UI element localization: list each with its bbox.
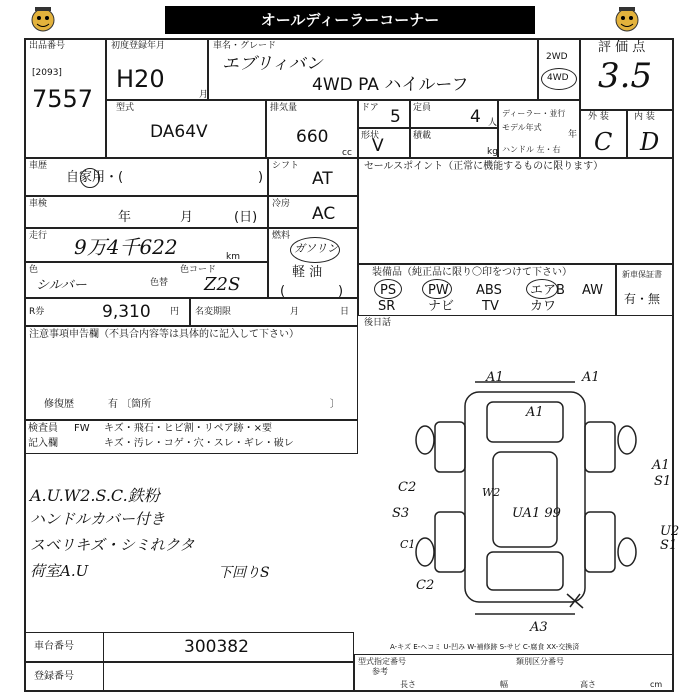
usage-label: 車歴	[29, 161, 48, 171]
damage-symbols: A-キズ E-ヘコミ U-凹み W-補修跡 S-サビ C-腐食 XX-交換済	[390, 643, 580, 651]
lot-sub: [2093]	[32, 68, 62, 78]
exterior-value: C	[594, 128, 613, 156]
car-name-label: 車名・グレード	[213, 41, 277, 51]
note-line-4: 荷室A.U	[30, 562, 89, 580]
aircon-value: AC	[312, 204, 336, 224]
notes-label: 注意事項申告欄（不具合内容等は具体的に記入して下さい）	[29, 329, 299, 340]
fuel-label: 燃料	[272, 231, 291, 241]
equip-ps: PS	[380, 283, 397, 298]
mark-a1-hood: A1	[526, 405, 544, 420]
legend-label2: 記入欄	[28, 438, 58, 449]
mark-a1-right: A1	[582, 370, 600, 385]
mark-c2-left: C2	[398, 480, 417, 495]
lot-number: 7557	[32, 85, 94, 113]
chassis-value: 300382	[184, 637, 249, 657]
doors-label: ドア	[361, 103, 379, 113]
lot-label: 出品番号	[29, 41, 66, 51]
auction-header: オールディーラーコーナー	[165, 6, 535, 34]
usage-close: )	[258, 170, 264, 185]
dealer-model-year-unit: 年	[568, 130, 578, 140]
car-grade: 4WD PA ハイルーフ	[312, 75, 469, 95]
mark-u2: U2	[660, 524, 680, 539]
equip-tv: TV	[482, 299, 499, 314]
wid-label: 幅	[500, 680, 508, 689]
recycle-unit: 円	[170, 307, 180, 317]
mascot-logo-left	[26, 4, 60, 34]
rear-window-outline	[487, 552, 563, 590]
equip-aw: AW	[582, 283, 604, 298]
mark-s1: S1	[654, 474, 672, 489]
note-line-3: スベリキズ・シミれクタ	[30, 536, 195, 554]
type-ref: 参考	[372, 667, 388, 676]
aircon-label: 冷房	[272, 199, 291, 209]
shift-value: AT	[312, 169, 333, 189]
model-value: DA64V	[150, 122, 208, 142]
capacity-unit: 人	[488, 118, 498, 128]
repair-value: 有 〔箇所	[108, 399, 152, 410]
mark-a3: A3	[530, 620, 548, 635]
wheel-right-front	[618, 426, 636, 454]
displacement-value: 660	[296, 127, 329, 147]
recycle-label: R券	[29, 307, 45, 317]
hei-label: 高さ	[580, 680, 596, 689]
equip-ps-circle	[374, 279, 402, 299]
mascot-logo-right	[610, 4, 644, 34]
equip-sr: SR	[378, 299, 396, 314]
usage-cell	[24, 158, 268, 196]
exterior-label: 外 装	[588, 112, 609, 122]
legend-label1: 検査員	[28, 423, 58, 434]
warranty-value: 有・無	[624, 292, 661, 306]
first-reg-month-unit: 月	[199, 90, 209, 100]
wheel-left-rear	[416, 538, 434, 566]
right-rear-door	[585, 512, 615, 572]
equip-navi: ナビ	[428, 299, 455, 314]
mileage-value: 9万4千622	[74, 235, 178, 259]
len-label: 長さ	[400, 680, 416, 689]
type-label: 型式指定番号	[358, 657, 406, 666]
recycle-value: 9,310	[102, 302, 151, 322]
chassis-label: 車台番号	[34, 641, 74, 652]
mark-c2-bottom: C2	[416, 578, 435, 593]
interior-label: 内 装	[634, 112, 655, 122]
mark-w2: W2	[482, 486, 501, 499]
fuel-paren-close: )	[338, 284, 344, 299]
equip-airbag: エアB	[530, 283, 565, 298]
roof-outline	[493, 452, 557, 547]
mark-ua1: UA1 99	[512, 506, 561, 521]
left-front-door	[435, 422, 465, 472]
note-line-1: A.U.W2.S.C.鉄粉	[30, 486, 160, 505]
dealer-label: ディーラー・並行	[502, 109, 566, 118]
score-value: 3.5	[598, 56, 653, 96]
cross-mark	[567, 594, 583, 608]
name-change-label: 名変期限	[195, 307, 232, 317]
inspection-cell	[24, 196, 268, 228]
mileage-label: 走行	[29, 231, 48, 241]
shape-label: 形状	[361, 131, 380, 141]
mileage-unit: km	[226, 252, 240, 262]
notes-cell	[24, 326, 358, 420]
displacement-unit: cc	[342, 148, 352, 158]
car-name: エブリィバン	[222, 54, 323, 74]
repair-label: 修復歴	[44, 399, 74, 410]
inspection-month: 月	[180, 210, 194, 225]
dealer-model-year: モデル年式	[502, 123, 542, 132]
shift-label: シフト	[272, 161, 300, 171]
dealer-handle: ハンドル 左・右	[502, 145, 561, 154]
wheel-left-front	[416, 426, 434, 454]
first-reg-era: H20	[116, 65, 165, 93]
rear-seat-label: 後日話	[364, 318, 392, 328]
displacement-label: 排気量	[270, 103, 298, 113]
usage-value: 自家用・(	[66, 170, 124, 185]
car-diagram	[395, 362, 665, 632]
load-unit: kg	[487, 147, 498, 157]
doors-value: 5	[390, 107, 401, 127]
fuel-diesel: 軽 油	[292, 265, 323, 280]
model-label: 型式	[116, 103, 135, 113]
color-change-label: 色替	[150, 278, 169, 288]
color-code: Z2S	[204, 274, 241, 295]
shape-value: V	[372, 136, 384, 156]
score-label: 評 価 点	[598, 40, 646, 55]
legend-fw: FW	[74, 423, 90, 434]
legend-row1: キズ・飛石・ヒビ割・リペア跡・×要	[104, 423, 272, 434]
color-code-label: 色コード	[180, 265, 217, 275]
drive-4wd: 4WD	[547, 73, 569, 83]
equip-abs: ABS	[476, 283, 502, 298]
inspection-label: 車検	[29, 199, 48, 209]
wheel-right-rear	[618, 538, 636, 566]
left-rear-door	[435, 512, 465, 572]
drive-2wd: 2WD	[546, 52, 568, 62]
sales-point-cell	[358, 158, 674, 264]
repair-close: 〕	[330, 399, 340, 410]
fuel-paren-open: (	[280, 284, 286, 299]
color-label: 色	[29, 265, 39, 275]
equip-leather: カワ	[530, 299, 557, 314]
first-reg-label: 初度登録年月	[111, 41, 166, 51]
sales-point-label: セールスポイント（正常に機能するものに限ります）	[364, 161, 604, 172]
cm-unit: cm	[650, 680, 663, 689]
mark-a1-right-side: A1	[652, 458, 670, 473]
name-change-month: 月	[290, 307, 300, 317]
color-value: シルバー	[36, 278, 87, 293]
note-tag: 下回りS	[218, 565, 270, 581]
mark-a1-left: A1	[486, 370, 504, 385]
load-label: 積載	[413, 131, 432, 141]
legend-row2: キズ・汚レ・コゲ・穴・スレ・ギレ・破レ	[104, 438, 294, 449]
right-front-door	[585, 422, 615, 472]
equip-airbag-circle	[526, 279, 558, 299]
inspection-day: (日)	[234, 210, 258, 225]
equipment-label: 装備品（純正品に限り〇印をつけて下さい）	[372, 267, 572, 278]
fuel-gas: ガソリン	[294, 242, 338, 255]
name-change-day: 日	[340, 307, 350, 317]
capacity-value: 4	[470, 107, 481, 127]
equip-pw-circle	[422, 279, 452, 299]
mark-s1-right: S1	[660, 538, 678, 553]
mark-s3: S3	[392, 506, 410, 521]
windshield-outline	[487, 402, 563, 442]
mark-c1: C1	[400, 538, 416, 551]
inspection-year: 年	[118, 210, 132, 225]
class-label: 類別区分番号	[516, 657, 564, 666]
warranty-label: 新車保証書	[622, 270, 662, 279]
note-line-2: ハンドルカバー付き	[30, 510, 166, 528]
registration-label: 登録番号	[34, 671, 74, 682]
capacity-label: 定員	[413, 103, 432, 113]
interior-value: D	[640, 128, 660, 156]
equip-pw: PW	[428, 283, 449, 298]
